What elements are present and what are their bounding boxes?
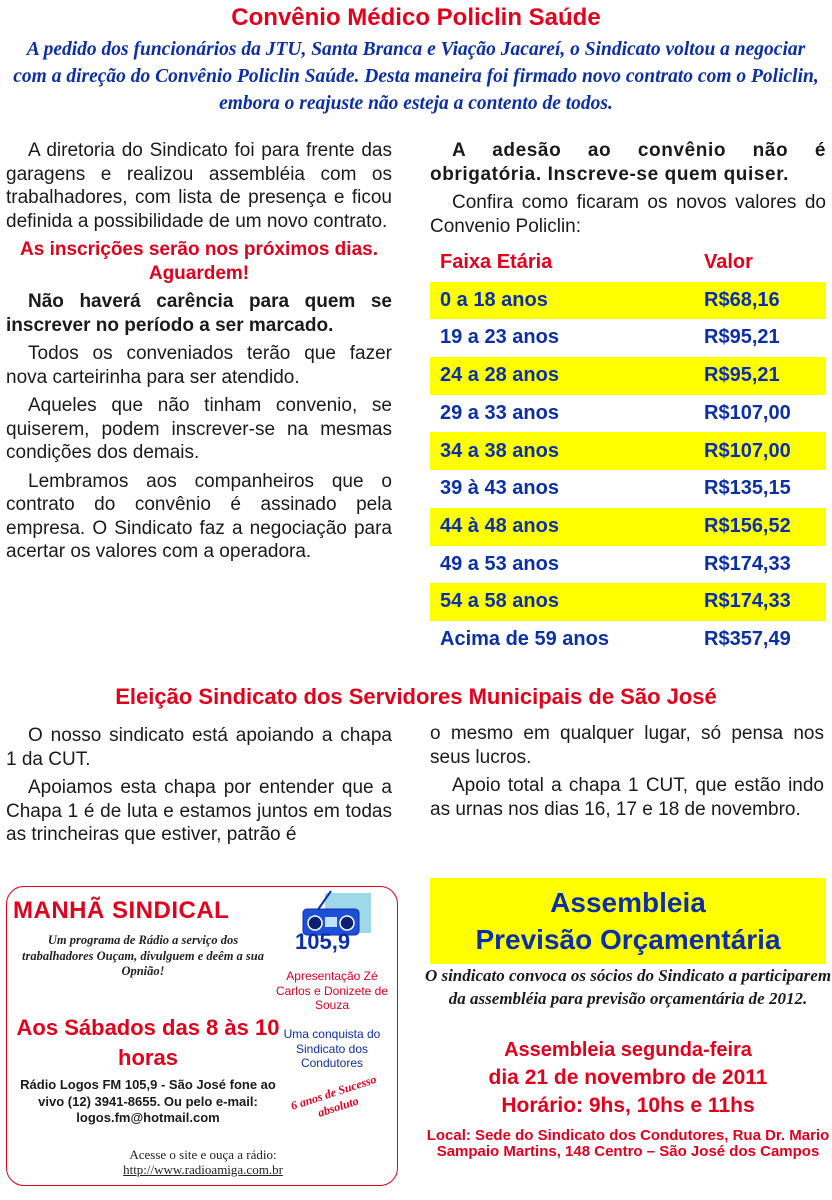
price-row [430, 357, 826, 395]
eleicao-title: Eleição Sindicato dos Servidores Municipais de São José [115, 684, 717, 709]
price-row [430, 621, 826, 659]
price-row [430, 508, 826, 546]
radio-title: MANHÃ SINDICAL [13, 897, 230, 924]
price-faixa: Acima de 59 anos [440, 627, 609, 650]
radio-frequency: 105,9 [295, 929, 351, 954]
radio-schedule: Aos Sábados das 8 às 10 horas [16, 1015, 280, 1070]
assembleia-date: dia 21 de novembro de 2011 [488, 1066, 768, 1089]
assembleia-weekday: Assembleia segunda-feira [504, 1039, 752, 1061]
radio-presenters: Apresentação Zé Carlos e Donizete de Souza [275, 969, 389, 1012]
price-row [430, 546, 826, 584]
radio-conquest: Uma conquista do Sindicato dos Condutores [283, 1027, 381, 1070]
price-faixa: 0 a 18 anos [430, 282, 694, 320]
price-valor: R$357,49 [704, 627, 791, 650]
header-valor: Valor [704, 251, 753, 274]
price-row [430, 395, 826, 433]
price-faixa: 49 a 53 anos [440, 552, 559, 575]
radio-box [6, 886, 398, 1186]
eleicao-right-column [430, 722, 824, 826]
inscricoes-notice: As inscrições serão nos próximos dias. Aguardem! [20, 239, 378, 284]
convenio-title: Convênio Médico Policlin Saúde [231, 4, 601, 31]
convenio-paragraph: Aqueles que não tinham convenio, se quiserem, podem inscrever-se na mesmas condições dos demais. [6, 395, 392, 463]
price-valor: R$107,00 [694, 432, 826, 470]
price-faixa: 19 a 23 anos [440, 326, 559, 349]
price-faixa: 54 a 58 anos [430, 583, 694, 621]
radio-site-link[interactable]: http://www.radioamiga.com.br [123, 1162, 283, 1177]
convenio-paragraph: Todos os conveniados terão que fazer nova carteirinha para ser atendido. [6, 343, 392, 388]
assembleia-banner [430, 878, 826, 964]
assembleia-subtitle: Previsão Orçamentária [475, 924, 781, 955]
price-valor: R$156,52 [694, 508, 826, 546]
radio-program-text: Um programa de Rádio a serviço dos trabalhadores Ouçam, divulguem e deêm a sua Opnião! [21, 933, 265, 978]
convenio-right-column [430, 139, 826, 659]
price-valor: R$95,21 [704, 326, 780, 349]
eleicao-paragraph: Apoio total a chapa 1 CUT, que estão indo as urnas nos dias 16, 17 e 18 de novembro. [430, 775, 824, 820]
price-faixa: 34 a 38 anos [430, 432, 694, 470]
price-valor: R$107,00 [704, 401, 791, 424]
price-faixa: 24 a 28 anos [430, 357, 694, 395]
assembleia-time: Horário: 9hs, 10hs e 11hs [501, 1094, 755, 1117]
price-faixa: 44 à 48 anos [430, 508, 694, 546]
price-table-header [430, 244, 826, 282]
price-valor: R$174,33 [694, 583, 826, 621]
price-faixa: 39 à 43 anos [440, 477, 559, 500]
eleicao-paragraph: Apoiamos esta chapa por entender que a Chapa 1 é de luta e estamos juntos em todas as trincheiras que estiver, patrão é [6, 777, 392, 845]
eleicao-paragraph: O nosso sindicato está apoiando a chapa 1 da CUT. [6, 725, 392, 770]
price-row [430, 583, 826, 621]
assembleia-title: Assembleia [550, 887, 706, 918]
price-valor: R$174,33 [704, 552, 791, 575]
adesao-notice: A adesão ao convênio não é obrigatória. Inscreve-se quem quiser. [430, 140, 826, 185]
price-table [430, 244, 826, 659]
radio-site [13, 1147, 393, 1177]
price-row [430, 282, 826, 320]
assembleia-location: Local: Sede do Sindicato dos Condutores, Rua Dr. Mario Sampaio Martins, 148 Centro – São José dos Campos [426, 1127, 830, 1160]
price-valor: R$68,16 [694, 282, 826, 320]
convenio-intro: A pedido dos funcionários da JTU, Santa Branca e Viação Jacareí, o Sindicato voltou a negociar com a direção do Convênio Policlin Saúde. Desta maneira foi firmado novo contrato com o Policlin, embora o reajuste não esteja a contento de todos. [13, 39, 819, 114]
eleicao-paragraph-cont: o mesmo em qualquer lugar, só pensa nos seus lucros. [430, 723, 824, 768]
assembleia-details [418, 1036, 832, 1120]
radio-anniversary: 6 anos de Sucesso absoluto [289, 1071, 379, 1120]
convenio-paragraph: A diretoria do Sindicato foi para frente das garagens e realizou assembléia com os trabalhadores, com lista de presença e ficou definida a possibilidade de um novo contrato. [6, 140, 392, 232]
price-valor: R$135,15 [704, 477, 791, 500]
radio-site-label: Acesse o site e ouça a rádio: [129, 1147, 277, 1162]
confira-text: Confira como ficaram os novos valores do Convenio Policlin: [430, 192, 826, 237]
carencia-notice: Não haverá carência para quem se inscrever no período a ser marcado. [6, 291, 392, 336]
convenio-paragraph: Lembramos aos companheiros que o contrato do convênio é assinado pela empresa. O Sindicato faz a negociação para acertar os valores com a operadora. [6, 470, 392, 562]
price-row [430, 432, 826, 470]
header-faixa: Faixa Etária [440, 251, 553, 274]
assembleia-text: O sindicato convoca os sócios do Sindicato a participarem da assembléia para previsão orçamentária de 2012. [424, 966, 832, 1008]
price-row [430, 319, 826, 357]
price-row [430, 470, 826, 508]
price-valor: R$95,21 [694, 357, 826, 395]
price-faixa: 29 a 33 anos [440, 401, 559, 424]
radio-contact: Rádio Logos FM 105,9 - São José fone ao vivo (12) 3941-8655. Ou pelo e-mail: logos.fm@hotmail.com [20, 1077, 276, 1125]
convenio-left-column [6, 139, 392, 569]
eleicao-left-column [6, 724, 392, 852]
